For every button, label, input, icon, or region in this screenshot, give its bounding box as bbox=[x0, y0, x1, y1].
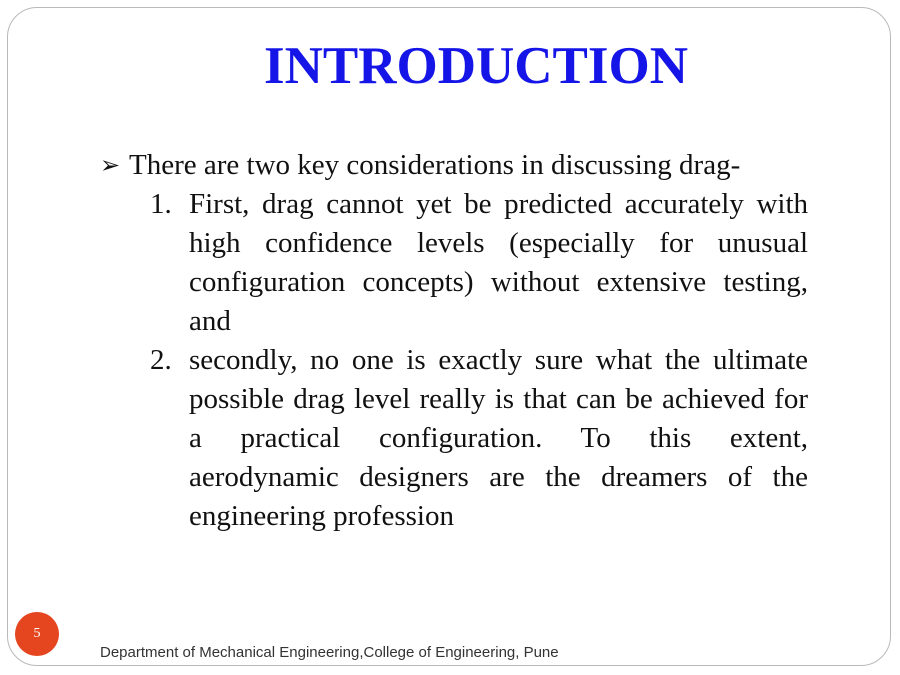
page-number-badge: 5 bbox=[15, 612, 59, 656]
item-text: secondly, no one is exactly sure what the ultimate possible drag level really is that can be achieved for a practical configuration. To this extent, aerodynamic designers are the dreamers of the engineering profession bbox=[189, 344, 808, 532]
item-number: 1. bbox=[150, 188, 172, 220]
numbered-item-2 bbox=[100, 341, 808, 536]
slide-body bbox=[100, 146, 808, 536]
bullet-item bbox=[100, 146, 808, 185]
footer-text: Department of Mechanical Engineering,College of Engineering, Pune bbox=[100, 644, 559, 661]
arrow-bullet-icon: ➢ bbox=[100, 151, 121, 179]
item-number: 2. bbox=[150, 344, 172, 376]
item-text: First, drag cannot yet be predicted accurately with high confidence levels (especially for unusual configuration concepts) without extensive testing, and bbox=[189, 188, 808, 337]
slide-title: INTRODUCTION bbox=[263, 37, 689, 95]
bullet-text: There are two key considerations in discussing drag- bbox=[129, 149, 741, 181]
numbered-item-1 bbox=[100, 185, 808, 341]
